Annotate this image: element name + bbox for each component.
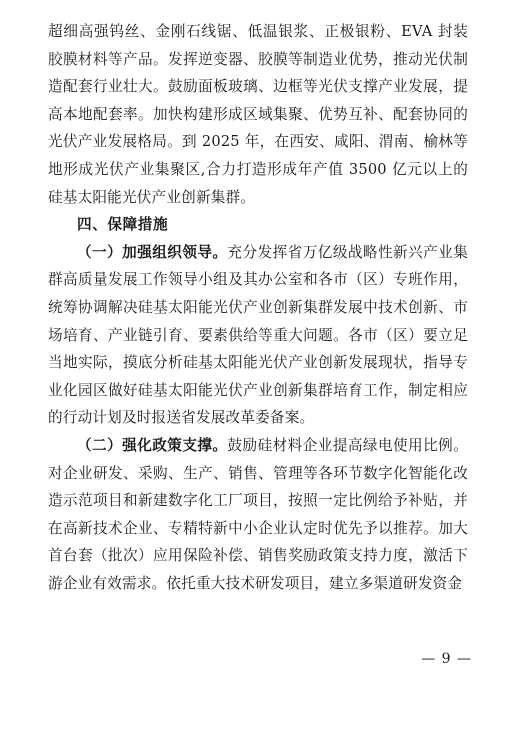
paragraph-lead-organization: （一）加强组织领导。 bbox=[77, 243, 228, 261]
paragraph-organization bbox=[48, 239, 468, 432]
paragraph-lead-policy: （二）强化政策支撑。 bbox=[77, 436, 228, 454]
page-number: — 9 — bbox=[421, 651, 472, 667]
paragraph-continued: 超细高强钨丝、金刚石线锯、低温银浆、正极银粉、EVA 封装胶膜材料等产品。发挥逆变器、胶膜等制造业优势，推动光伏制造配套行业壮大。鼓励面板玻璃、边框等光伏支撑产业发展，提高本地配套率。加快构建形成区域集聚、优势互补、配套协同的光伏产业发展格局。到 2025 年，在西安、咸阳、渭南、榆林等地形成光伏产业集聚区,合力打造形成年产值 3500 亿元以上的硅基太阳能光伏产业创新集群。 bbox=[48, 23, 468, 206]
section-heading: 四、保障措施 bbox=[77, 216, 169, 234]
document-body bbox=[48, 18, 468, 597]
paragraph-text-policy: 鼓励硅材料企业提高绿电使用比例。对企业研发、采购、生产、销售、管理等各环节数字化智能化改造示范项目和新建数字化工厂项目，按照一定比例给予补贴，并在高新技术企业、专精特新中小企业认定时优先予以推荐。加大首台套（批次）应用保险补偿、销售奖励政策支持力度，激活下游企业有效需求。依托重大技术研发项目，建立多渠道研发资金 bbox=[48, 436, 468, 592]
paragraph-policy bbox=[48, 432, 468, 598]
paragraph-text-organization: 充分发挥省万亿级战略性新兴产业集群高质量发展工作领导小组及其办公室和各市（区）专班作用，统筹协调解决硅基太阳能光伏产业创新集群发展中技术创新、市场培育、产业链引育、要素供给等重大问题。各市（区）要立足当地实际，摸底分析硅基太阳能光伏产业创新发展现状，指导专业化园区做好硅基太阳能光伏产业创新集群培育工作，制定相应的行动计划及时报送省发展改革委备案。 bbox=[48, 243, 468, 427]
